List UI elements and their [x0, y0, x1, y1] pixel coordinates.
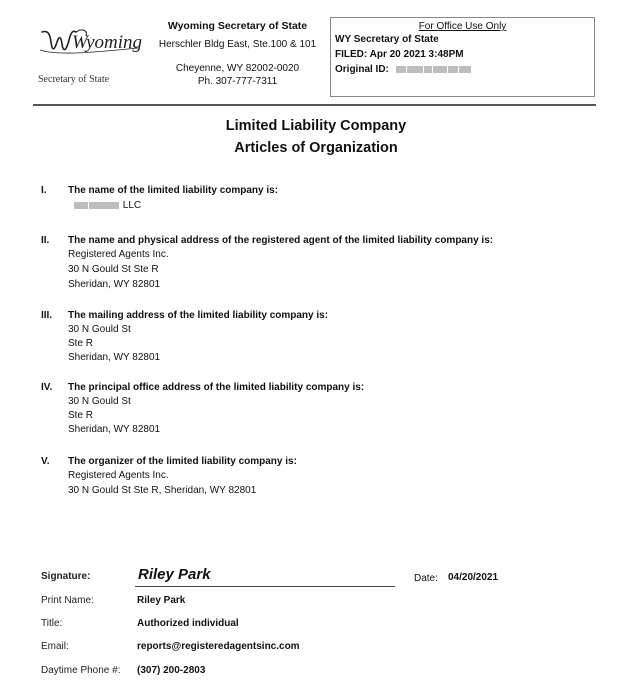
section-line: Sheridan, WY 82801 — [68, 424, 161, 435]
signature-label: Signature: — [41, 571, 91, 582]
company-name — [74, 200, 141, 211]
section-line: 30 N Gould St — [68, 396, 131, 407]
wyoming-logo — [30, 20, 142, 90]
office-name: Wyoming Secretary of State — [167, 20, 308, 32]
office-use-title: For Office Use Only — [418, 21, 507, 32]
signature: Riley Park — [138, 566, 211, 583]
redacted-company-name — [74, 200, 120, 211]
section-number: V. — [41, 456, 50, 467]
title-value: Authorized individual — [137, 618, 239, 629]
section-number: II. — [41, 235, 50, 246]
date-value: 04/20/2021 — [448, 572, 499, 583]
header-divider — [33, 104, 596, 106]
section-line: 30 N Gould St — [68, 324, 131, 335]
section-line: Registered Agents Inc. — [68, 470, 169, 481]
phone-number: Ph. 307-777-7311 — [197, 76, 278, 87]
section-number: I. — [41, 185, 47, 196]
office-use-box — [330, 17, 595, 97]
section-heading: The principal office address of the limited liability company is: — [68, 382, 365, 393]
section-line: Sheridan, WY 82801 — [68, 352, 161, 363]
section-line: Ste R — [68, 410, 94, 421]
wyoming-script-logo — [38, 22, 142, 68]
original-id-label: Original ID: — [335, 64, 389, 75]
section-line: Ste R — [68, 338, 94, 349]
section-line: Registered Agents Inc. — [68, 249, 169, 260]
print-name-label: Print Name: — [41, 595, 94, 606]
original-id — [335, 62, 594, 77]
email-label: Email: — [41, 641, 69, 652]
section-number: III. — [41, 310, 53, 321]
filed-stamp: FILED: Apr 20 2021 3:48PM — [335, 49, 464, 60]
section-line: Sheridan, WY 82801 — [68, 279, 161, 290]
title-label: Title: — [41, 618, 63, 629]
section-number: IV. — [41, 382, 53, 393]
document-title-line-1: Limited Liability Company — [225, 118, 407, 134]
section-line: 30 N Gould St Ste R, Sheridan, WY 82801 — [68, 485, 257, 496]
address-line-1: Herschler Bldg East, Ste.100 & 101 — [158, 39, 317, 50]
sos-address-block — [150, 20, 325, 88]
section-heading: The mailing address of the limited liability company is: — [68, 310, 329, 321]
signature-line — [135, 586, 395, 587]
document-title-line-2: Articles of Organization — [234, 140, 398, 156]
address-line-2: Cheyenne, WY 82002-0020 — [175, 63, 300, 74]
logo-script-text: Wyoming — [72, 32, 142, 53]
section-heading: The organizer of the limited liability company is: — [68, 456, 297, 467]
print-name-value: Riley Park — [137, 595, 186, 606]
section-heading: The name and physical address of the registered agent of the limited liability company is: — [68, 235, 494, 246]
office-use-line: WY Secretary of State — [335, 34, 439, 45]
section-heading: The name of the limited liability company is: — [68, 185, 279, 196]
section-line: 30 N Gould St Ste R — [68, 264, 159, 275]
date-label: Date: — [414, 573, 438, 584]
phone-value: (307) 200-2803 — [137, 665, 206, 676]
redacted-id — [396, 64, 472, 75]
company-name-suffix: LLC — [122, 200, 142, 211]
phone-label: Daytime Phone #: — [41, 665, 121, 676]
email-value: reports@registeredagentsinc.com — [137, 641, 300, 652]
logo-subtitle: Secretary of State — [38, 74, 110, 85]
